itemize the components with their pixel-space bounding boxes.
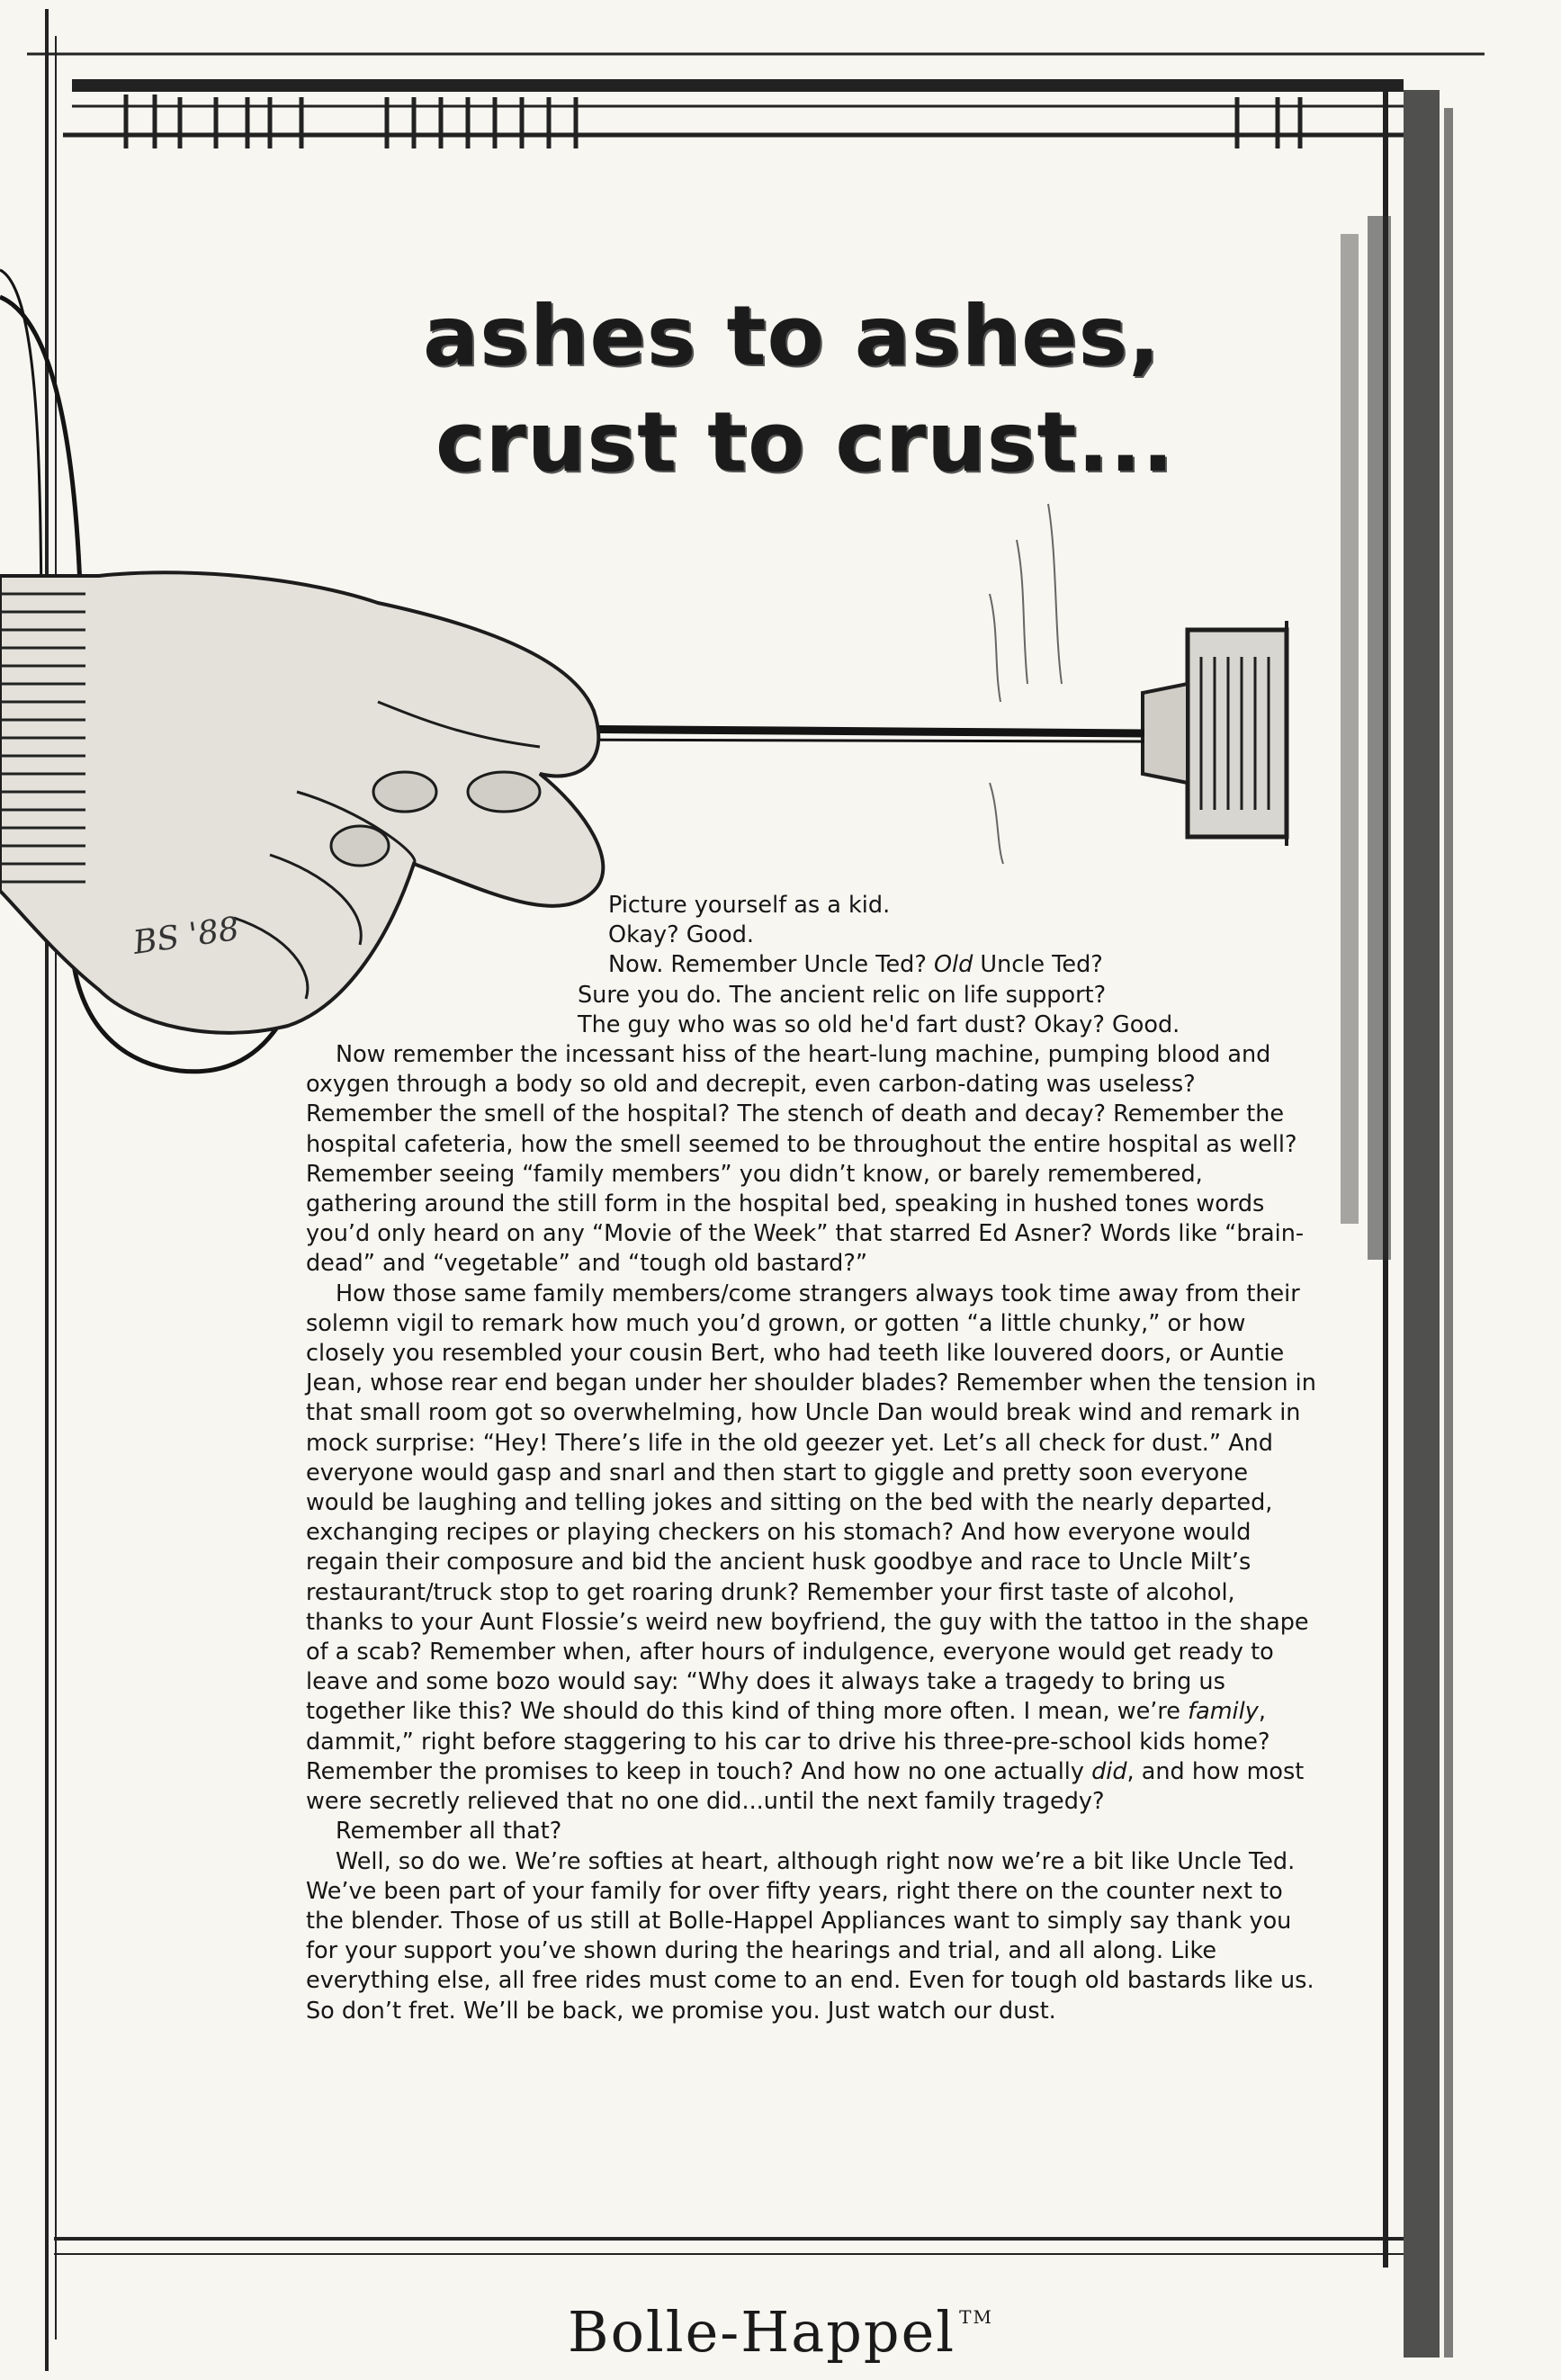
- intro-line-3: [608, 950, 1318, 980]
- paragraph-2-emphasis-family: family: [1188, 1698, 1259, 1726]
- paragraph-2-emphasis-did: did: [1091, 1757, 1127, 1785]
- frame-right-column: [1341, 90, 1453, 2358]
- frame-top-ticks: [126, 94, 1300, 148]
- intro-line-3-emphasis: Old: [933, 951, 973, 979]
- brand-name: Bolle-Happel: [568, 2299, 956, 2365]
- paragraph-3: Remember all that?: [336, 1818, 562, 1846]
- brand-logo: [0, 2299, 1561, 2365]
- paragraph-2: [306, 1280, 1318, 1818]
- vibration-marks: [990, 504, 1062, 864]
- paragraph-1: Now remember the incessant hiss of the heart-lung machine, pumping blood and oxygen through a body so old and decrepit, even carbon-dating was useless? Remember the smell of the hospital? The stench of death and decay? Remember the hospital cafeteria, how the smell seemed to be throughout the entire hospital as well? Remember seeing “family members” you didn’t know, or barely remembered, gathering around the still form in the hospital bed, speaking in hushed tones words you’d only heard on any “Movie of the Week” that starred Ed Asner? Words like “brain-dead” and “vegetable” and “tough old bastard?”: [306, 1041, 1305, 1278]
- intro-line-3c: Uncle Ted?: [973, 951, 1103, 979]
- headline-line-2: crust to crust...: [435, 394, 1175, 490]
- artist-signature: BS '88: [130, 910, 242, 962]
- headline-line-1: ashes to ashes,: [423, 288, 1162, 384]
- intro-line-2: Okay? Good.: [608, 921, 755, 949]
- intro-line-4: Sure you do. The ancient relic on life support?: [578, 981, 1107, 1009]
- trademark-mark: TM: [959, 2306, 993, 2328]
- paragraph-2a: How those same family members/come strangers always took time away from their solemn vigil to remark how much you’d grown, or gotten “a little chunky,” or how closely you resembled your cousin Bert, who had teeth like louvered doors, or Auntie Jean, whose rear end began under her shoulder blades? Remember when the tension in that small room got so overwhelming, how Uncle Dan would break wind and remark in mock surprise: “Hey! There’s life in the old geezer yet. Let’s all check for dust.” And everyone would gasp and snarl and then start to giggle and pretty soon everyone would be laughing and telling jokes and sitting on the bed with the nearly departed, exchanging recipes or playing checkers on his stomach? And how everyone would regain their composure and bid the ancient husk goodbye and race to Uncle Milt’s restaurant/truck stop to get roaring drunk? Remember your first taste of alcohol, thanks to your Aunt Flossie’s weird new boyfriend, the guy with the tattoo in the shape of a scab? Remember when, after hours of indulgence, everyone would get ready to leave and some bozo would say: “Why does it always take a tragedy to bring us together like this? We should do this kind of thing more often. I mean, we’re: [306, 1280, 1316, 1726]
- intro-line-1: Picture yourself as a kid.: [608, 892, 891, 919]
- paragraph-4: Well, so do we. We’re softies at heart, although right now we’re a bit like Uncle Ted. We’ve been part of your family for over fifty years, right there on the counter next to the blender. Those of us still at Bolle-Happel Appliances want to simply say thank you for your support you’ve shown during the hearings and trial, and all along. Like everything else, all free rides must come to an end. Even for tough old bastards like us. So don’t fret. We’ll be back, we promise you. Just watch our dust.: [306, 1847, 1314, 2025]
- intro-line-3a: Now. Remember Uncle Ted?: [608, 951, 934, 979]
- outlet-icon: [1143, 621, 1287, 846]
- paragraph-2c: , dammit,” right before staggering to his car to drive his three-pre-school kids home? Remember the promises to keep in touch? And how no one actually: [306, 1698, 1270, 1785]
- paragraph-2e: , and how most were secretly relieved that no one did...until the next family tragedy?: [306, 1757, 1305, 1816]
- intro-line-5: The guy who was so old he'd fart dust? Okay? Good.: [578, 1010, 1180, 1038]
- body-copy: [306, 891, 1318, 2026]
- headline: [423, 283, 1215, 496]
